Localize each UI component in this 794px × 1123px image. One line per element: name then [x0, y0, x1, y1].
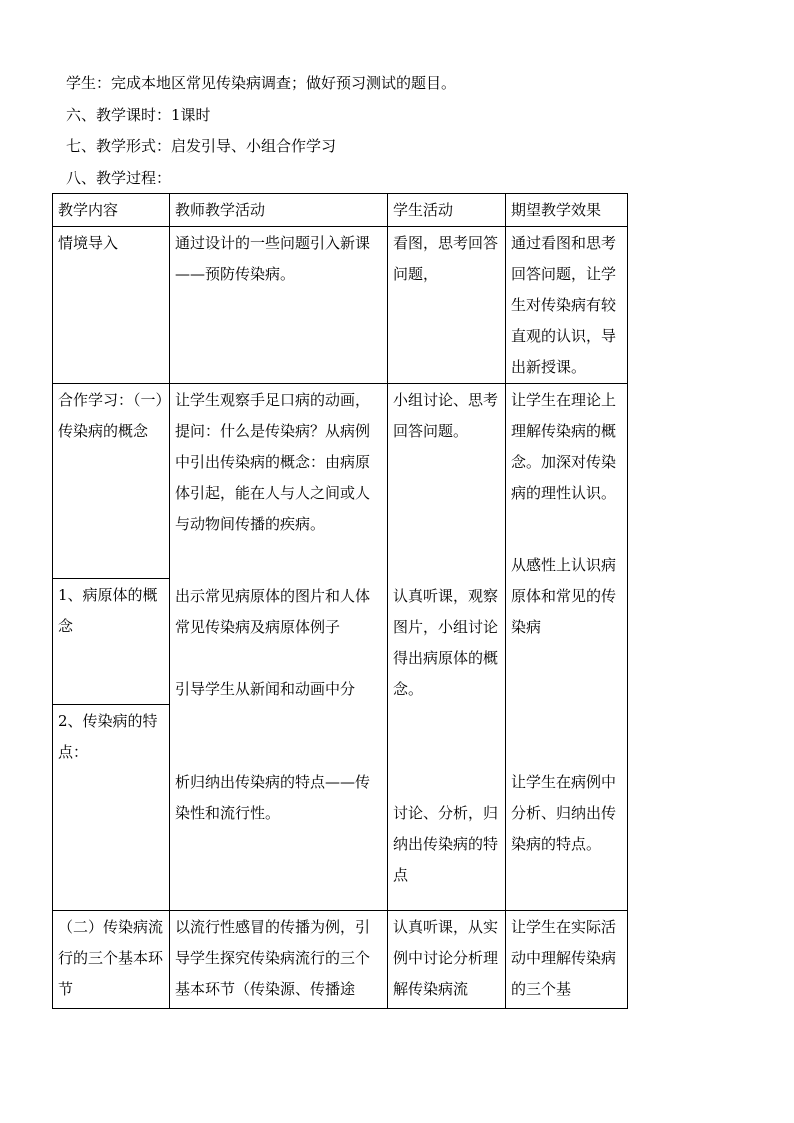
row2-effect-1: 让学生在理论上理解传染病的概念。加深对传染病的理性认识。: [511, 391, 617, 502]
lesson-plan-table: [52, 193, 628, 1009]
students-prep-text: 学生：完成本地区常见传染病调查；做好预习测试的题目。: [66, 74, 457, 92]
teaching-process-heading: 八、教学过程：: [66, 169, 172, 187]
table-row: [53, 911, 628, 1009]
row1-teacher: 通过设计的一些问题引入新课——预防传染病。: [170, 227, 388, 384]
header-content: 教学内容: [53, 194, 170, 227]
row2-content: 合作学习：（一）传染病的概念: [53, 384, 170, 579]
header-student: 学生活动: [388, 194, 506, 227]
row2-effect: [506, 384, 628, 911]
row5-student: 认真听课，从实例中讨论分析理解传染病流: [388, 911, 506, 1009]
row2-effect-3: 让学生在病例中分析、归纳出传染病的特点。: [511, 773, 617, 853]
row2-teacher: [170, 384, 388, 911]
row2-teacher-4: 析归纳出传染病的特点——传染性和流行性。: [175, 773, 371, 822]
table-header-row: [53, 194, 628, 227]
table-row: [53, 227, 628, 384]
row5-teacher: 以流行性感冒的传播为例，引导学生探究传染病流行的三个基本环节（传染源、传播途: [170, 911, 388, 1009]
row2-effect-2: 从感性上认识病原体和常见的传染病: [511, 556, 617, 636]
header-effect: 期望教学效果: [506, 194, 628, 227]
header-teacher: 教师教学活动: [170, 194, 388, 227]
row2-student-3: 讨论、分析，归纳出传染病的特点: [393, 804, 499, 884]
table-row: [53, 384, 628, 579]
row1-effect: 通过看图和思考回答问题，让学生对传染病有较直观的认识，导出新授课。: [506, 227, 628, 384]
row4-content: 2、传染病的特点：: [53, 705, 170, 911]
row1-content: 情境导入: [53, 227, 170, 384]
row1-student: 看图，思考回答问题，: [388, 227, 506, 384]
row5-effect: 让学生在实际活动中理解传染病的三个基: [506, 911, 628, 1009]
row2-student-2: 认真听课，观察图片，小组讨论得出病原体的概念。: [393, 587, 499, 698]
teaching-hours-text: 六、教学课时：1课时: [66, 106, 211, 124]
row5-content: （二）传染病流行的三个基本环节: [53, 911, 170, 1009]
row2-teacher-2: 出示常见病原体的图片和人体常见传染病及病原体例子: [175, 587, 371, 636]
row2-student-1: 小组讨论、思考回答问题。: [393, 391, 499, 440]
teaching-form-text: 七、教学形式：启发引导、小组合作学习: [66, 137, 337, 155]
row2-student: [388, 384, 506, 911]
row3-content: 1、病原体的概念: [53, 579, 170, 705]
row2-teacher-1: 让学生观察手足口病的动画，提问：什么是传染病？从病例中引出传染病的概念：由病原体引起，能在人与人之间或人与动物间传播的疾病。: [175, 391, 371, 533]
row2-teacher-3: 引导学生从新闻和动画中分: [175, 680, 356, 698]
